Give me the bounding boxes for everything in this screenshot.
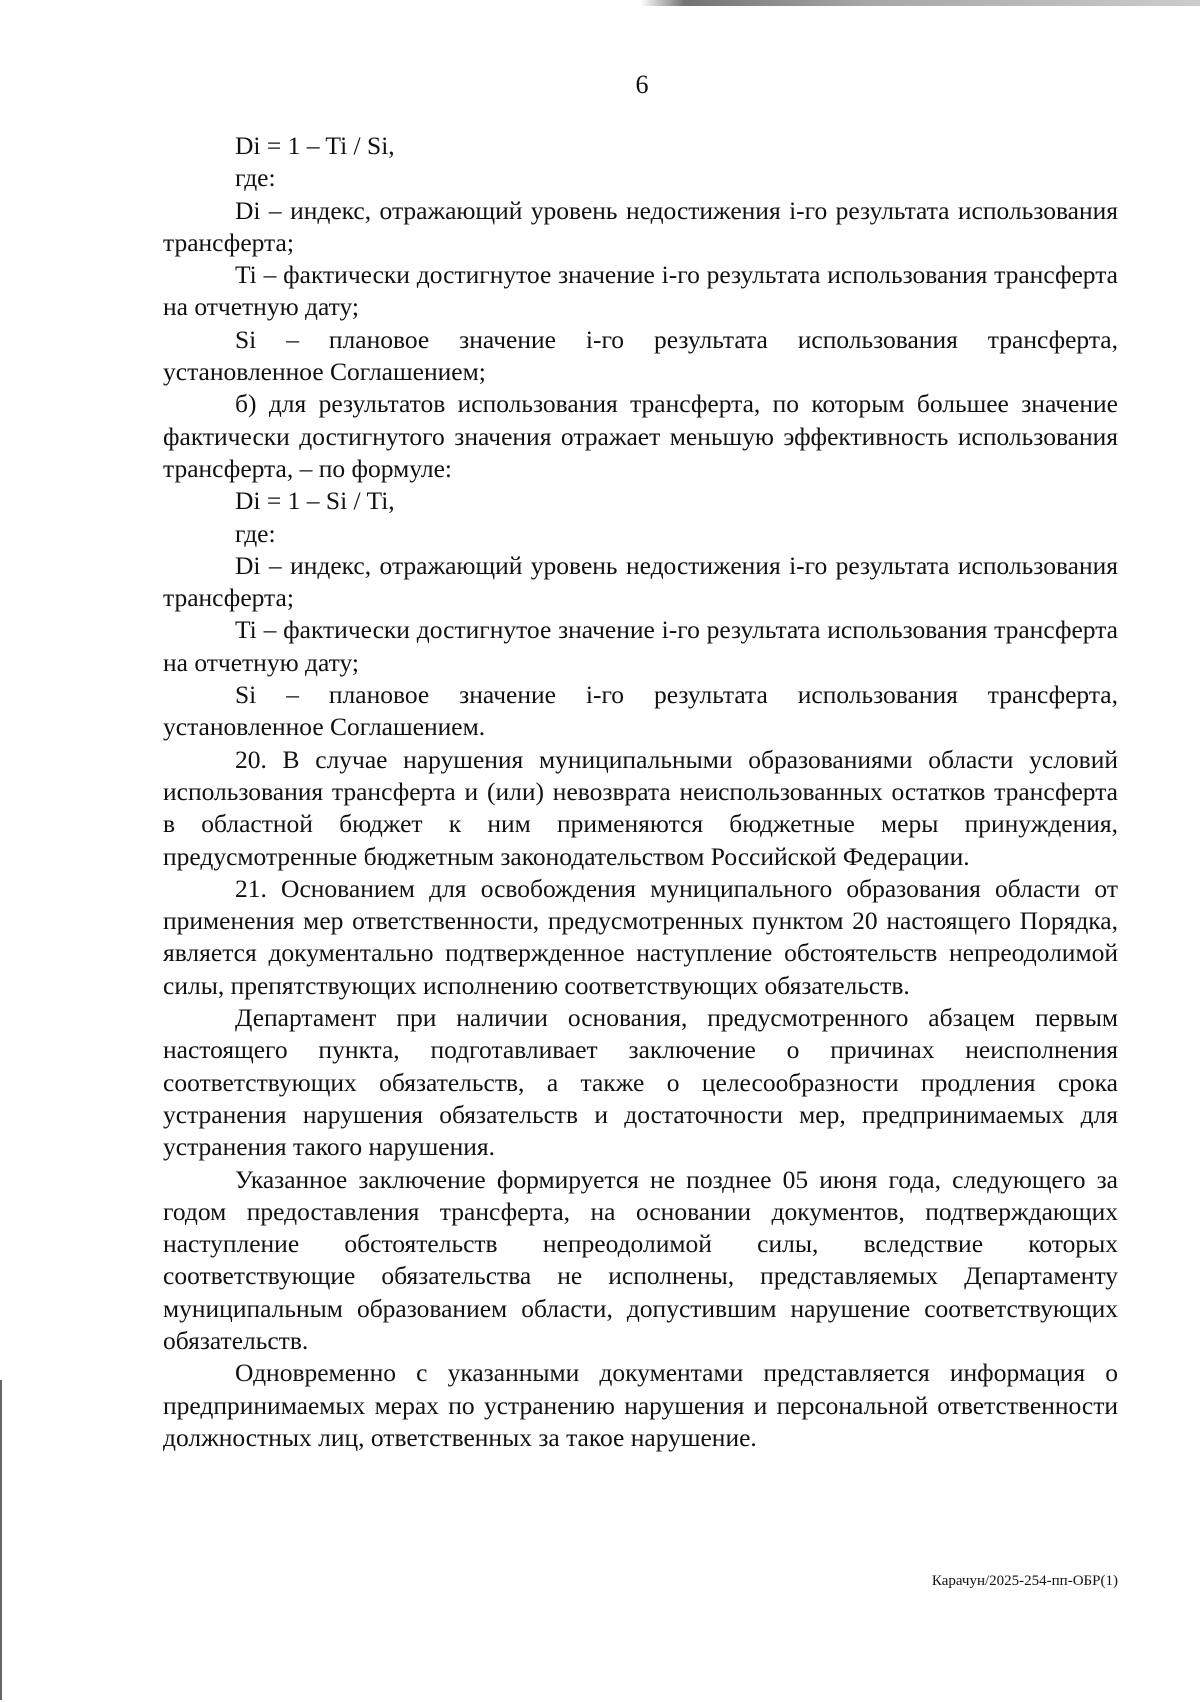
- where-label: где:: [235, 163, 276, 193]
- scan-edge-artifact: [640, 0, 1200, 6]
- body-paragraph: Департамент при наличии основания, предусмотренного абзацем первым настоящего пункта, подготавливает заключение о причинах неисполнения соответствующих обязательств, а также о целесообразности продления срока устранения нарушения обязательств и достаточности мер, предпринимаемых для устранения такого нарушения.: [163, 1003, 1118, 1162]
- definition-paragraph: Ti – фактически достигнутое значение i-го результата использования трансферта на отчетную дату;: [163, 260, 1118, 322]
- body-paragraph: б) для результатов использования трансферта, по которым большее значение фактически достигнутого значения отражает меньшую эффективность использования трансферта, – по формуле:: [163, 389, 1118, 483]
- definition-paragraph: Si – плановое значение i-го результата использования трансферта, установленное Соглашением;: [163, 324, 1118, 387]
- definition-paragraph: Di – индекс, отражающий уровень недостижения i-го результата использования трансферта;: [163, 195, 1118, 257]
- definition-paragraph: Si – плановое значение i-го результата использования трансферта, установленное Соглашением.: [163, 680, 1118, 742]
- where-label: где:: [235, 518, 276, 548]
- body-paragraph: Указанное заключение формируется не позднее 05 июня года, следующего за годом предоставления трансферта, на основании документов, подтверждающих наступление обстоятельств непреодолимой силы, вследствие которых соответствующие обязательства не исполнены, представляемых Департаменту муниципальным образованием области, допустившим нарушение соответствующих обязательств.: [163, 1164, 1118, 1355]
- clause-20-paragraph: 20. В случае нарушения муниципальными образованиями области условий использования трансферта и (или) невозврата неиспользованных остатков трансферта в областной бюджет к ним применяются бюджетные меры принуждения, предусмотренные бюджетным законодательством Российской Федерации.: [163, 744, 1118, 871]
- body-paragraph: Одновременно с указанными документами представляется информация о предпринимаемых мерах по устранению нарушения и персональной ответственности должностных лиц, ответственных за такое нарушение.: [163, 1358, 1118, 1452]
- clause-21-paragraph: 21. Основанием для освобождения муниципального образования области от применения мер ответственности, предусмотренных пунктом 20 настоящего Порядка, является документально подтвержденное наступление обстоятельств непреодолимой силы, препятствующих исполнению соответствующих обязательств.: [163, 873, 1118, 1000]
- formula: Di = 1 – Si / Ti,: [235, 486, 395, 516]
- document-code: Карачун/2025-254-пп-ОБР(1): [931, 1573, 1118, 1589]
- formula: Di = 1 – Ti / Si,: [235, 131, 395, 160]
- scan-edge-artifact: [0, 1380, 2, 1700]
- definition-paragraph: Ti – фактически достигнутое значение i-го результата использования трансферта на отчетную дату;: [163, 615, 1118, 677]
- page-number: 6: [635, 70, 649, 99]
- document-body: [163, 130, 1118, 1454]
- definition-paragraph: Di – индекс, отражающий уровень недостижения i-го результата использования трансферта;: [163, 550, 1118, 613]
